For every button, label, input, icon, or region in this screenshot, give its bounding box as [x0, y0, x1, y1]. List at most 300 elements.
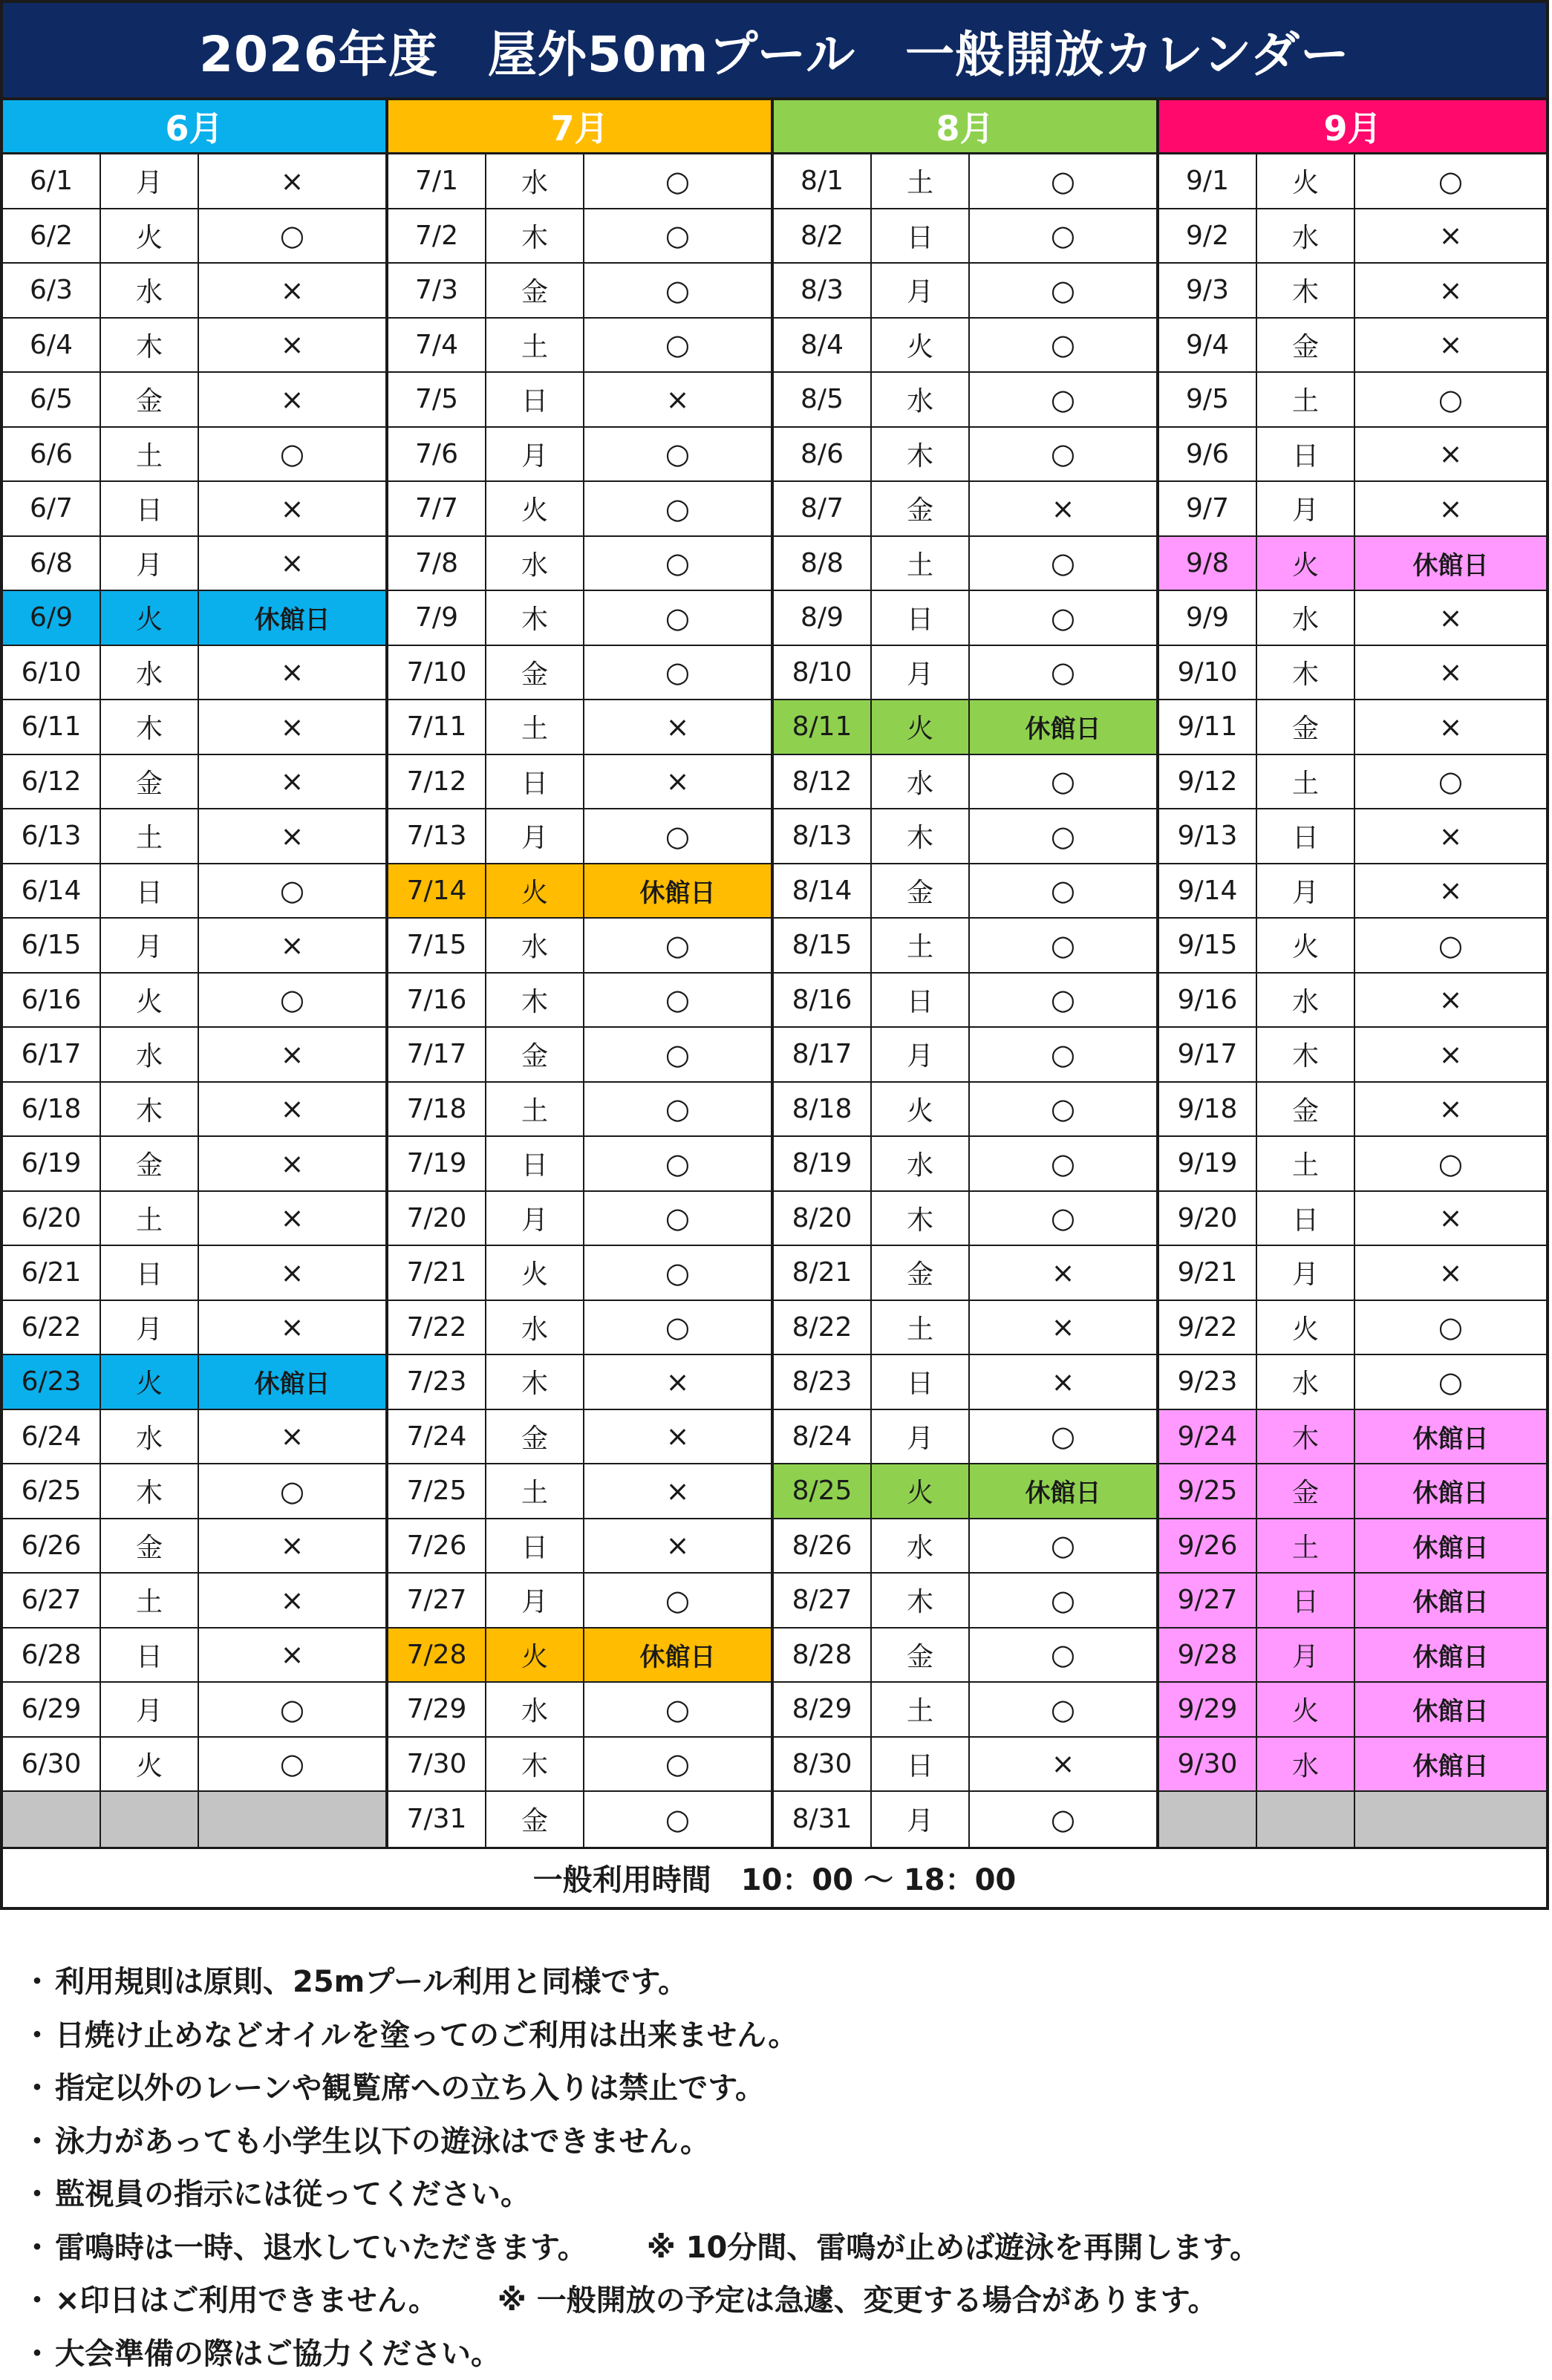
note-remark: ※ 一般開放の予定は急遽、変更する場合があります。	[497, 2283, 1218, 2318]
weekday-cell: 金	[1257, 700, 1355, 754]
day-row	[388, 319, 771, 374]
date-cell: 9/6	[1159, 428, 1257, 481]
month-header: 7月	[388, 100, 771, 154]
day-row	[3, 1574, 385, 1628]
status-cell: ○	[279, 983, 305, 1017]
status-cell: ○	[1050, 273, 1076, 307]
note-item	[22, 2272, 1537, 2325]
note-item	[22, 2059, 1537, 2113]
date-cell: 8/2	[774, 209, 872, 263]
weekday-cell: 木	[486, 974, 584, 1027]
month-header: 6月	[3, 100, 385, 154]
date-cell: 7/15	[388, 919, 486, 972]
day-row	[1159, 1137, 1546, 1192]
weekday-cell: 土	[486, 319, 584, 372]
status-cell: ○	[1050, 547, 1076, 580]
day-row	[3, 809, 385, 864]
status-cell: ○	[1050, 601, 1076, 634]
day-row-closed	[3, 1355, 385, 1410]
status-cell	[1355, 1792, 1546, 1847]
date-cell: 9/9	[1159, 591, 1257, 645]
date-cell: 9/5	[1159, 373, 1257, 426]
day-row	[1159, 700, 1546, 755]
bullet-icon: ・	[22, 2177, 52, 2212]
weekday-cell: 土	[101, 1574, 199, 1627]
day-row	[774, 1083, 1156, 1138]
status-cell: ×	[665, 1474, 690, 1507]
date-cell: 7/24	[388, 1410, 486, 1464]
status-cell: ×	[1438, 219, 1463, 252]
weekday-cell: 金	[1257, 319, 1355, 372]
weekday-cell: 水	[101, 646, 199, 700]
status-cell: ○	[1050, 874, 1076, 907]
status-cell: ○	[665, 819, 691, 852]
day-row	[3, 919, 385, 974]
status-cell: ○	[665, 1092, 691, 1126]
date-cell	[1159, 1792, 1257, 1847]
status-cell: ×	[280, 1311, 304, 1344]
status-cell: 休館日	[254, 605, 330, 636]
weekday-cell: 月	[872, 646, 970, 700]
day-row	[3, 1301, 385, 1356]
note-item	[22, 2325, 1537, 2379]
day-row	[774, 1246, 1156, 1301]
date-cell: 7/5	[388, 373, 486, 426]
status-cell: ○	[665, 1802, 691, 1836]
weekday-cell: 日	[872, 1738, 970, 1791]
date-cell: 7/17	[388, 1028, 486, 1081]
weekday-cell: 火	[486, 1246, 584, 1300]
note-remark: ※ 10分間、雷鳴が止めば遊泳を再開します。	[646, 2230, 1260, 2265]
day-row	[388, 1137, 771, 1192]
date-cell: 7/11	[388, 700, 486, 754]
date-cell: 6/29	[3, 1683, 101, 1736]
day-row	[3, 864, 385, 919]
weekday-cell: 金	[872, 482, 970, 535]
day-row	[388, 154, 771, 209]
day-row	[774, 1792, 1156, 1847]
day-row	[3, 1028, 385, 1083]
status-cell: ○	[665, 1311, 691, 1344]
date-cell: 8/12	[774, 755, 872, 809]
date-cell: 8/4	[774, 319, 872, 372]
day-row	[774, 1410, 1156, 1465]
weekday-cell: 土	[1257, 1137, 1355, 1190]
status-cell: ○	[1050, 1638, 1076, 1672]
status-cell: ×	[280, 1529, 304, 1562]
weekday-cell: 水	[486, 1683, 584, 1736]
weekday-cell: 木	[1257, 646, 1355, 700]
day-row	[388, 1792, 771, 1847]
weekday-cell: 日	[1257, 428, 1355, 481]
weekday-cell: 日	[872, 1355, 970, 1409]
status-cell: ×	[280, 1202, 304, 1235]
weekday-cell: 水	[872, 373, 970, 426]
weekday-cell: 水	[1257, 1738, 1355, 1791]
weekday-cell: 日	[486, 1137, 584, 1190]
date-cell: 6/20	[3, 1192, 101, 1245]
day-row	[774, 1192, 1156, 1247]
weekday-cell: 金	[486, 646, 584, 700]
day-row	[1159, 209, 1546, 264]
weekday-cell: 日	[101, 1628, 199, 1682]
date-cell: 6/26	[3, 1519, 101, 1573]
date-cell: 8/5	[774, 373, 872, 426]
status-cell: ○	[665, 328, 691, 362]
status-cell: ×	[280, 164, 304, 198]
status-cell: 休館日	[254, 1369, 330, 1400]
date-cell: 7/20	[388, 1192, 486, 1245]
weekday-cell: 土	[872, 537, 970, 590]
weekday-cell: 金	[101, 755, 199, 809]
weekday-cell: 水	[1257, 591, 1355, 645]
day-row	[3, 1683, 385, 1738]
date-cell: 7/3	[388, 264, 486, 317]
status-cell: ○	[665, 1256, 691, 1289]
day-row	[388, 974, 771, 1028]
status-cell: ○	[665, 1692, 691, 1726]
status-cell: ○	[279, 874, 305, 907]
date-cell: 7/8	[388, 537, 486, 590]
status-cell: 休館日	[639, 1642, 716, 1672]
weekday-cell: 木	[486, 1738, 584, 1791]
day-row	[774, 1301, 1156, 1356]
status-cell: ○	[1050, 382, 1076, 416]
date-cell: 8/29	[774, 1683, 872, 1736]
weekday-cell: 火	[872, 319, 970, 372]
day-row-closed	[774, 1464, 1156, 1519]
weekday-cell: 木	[486, 1355, 584, 1409]
date-cell: 6/6	[3, 428, 101, 481]
weekday-cell: 月	[1257, 482, 1355, 535]
weekday-cell: 火	[101, 1355, 199, 1409]
weekday-cell: 水	[1257, 974, 1355, 1027]
weekday-cell: 木	[486, 591, 584, 645]
day-row	[3, 1137, 385, 1192]
weekday-cell: 金	[1257, 1083, 1355, 1136]
weekday-cell: 火	[101, 1738, 199, 1791]
status-cell: ○	[279, 1474, 305, 1507]
date-cell: 9/24	[1159, 1410, 1257, 1464]
status-cell: ○	[1438, 1147, 1464, 1180]
date-cell: 7/27	[388, 1574, 486, 1627]
status-cell: ×	[665, 1420, 690, 1453]
status-cell: ×	[280, 765, 304, 798]
status-cell: ○	[665, 219, 691, 252]
date-cell: 7/1	[388, 154, 486, 208]
status-cell: 休館日	[1412, 1697, 1489, 1727]
day-row	[774, 209, 1156, 264]
day-row-closed	[774, 700, 1156, 755]
date-cell: 9/15	[1159, 919, 1257, 972]
date-cell: 7/26	[388, 1519, 486, 1573]
day-row	[1159, 591, 1546, 646]
note-text: 利用規則は原則、25mプール利用と同様です。	[55, 1965, 688, 2000]
day-row	[3, 1628, 385, 1683]
status-cell: ×	[280, 1583, 304, 1617]
day-row	[774, 319, 1156, 374]
weekday-cell: 土	[101, 1192, 199, 1245]
day-row	[774, 1519, 1156, 1574]
status-cell: ×	[1438, 656, 1463, 689]
date-cell: 9/20	[1159, 1192, 1257, 1245]
month-column	[1159, 100, 1546, 1847]
status-cell: ×	[1438, 437, 1463, 471]
status-cell: ○	[1050, 1529, 1076, 1562]
day-row	[774, 537, 1156, 592]
weekday-cell: 金	[872, 864, 970, 918]
weekday-cell: 火	[1257, 1683, 1355, 1736]
status-cell: ×	[665, 765, 690, 798]
status-cell: ○	[1050, 1583, 1076, 1617]
day-row	[388, 428, 771, 483]
date-cell: 6/16	[3, 974, 101, 1027]
weekday-cell: 木	[872, 809, 970, 863]
day-row	[1159, 646, 1546, 701]
date-cell: 9/26	[1159, 1519, 1257, 1573]
weekday-cell: 木	[101, 700, 199, 754]
weekday-cell: 木	[486, 209, 584, 263]
date-cell: 9/10	[1159, 646, 1257, 700]
day-row	[774, 482, 1156, 537]
status-cell: ○	[1050, 819, 1076, 852]
status-cell: ×	[280, 1092, 304, 1126]
status-cell: ○	[279, 219, 305, 252]
weekday-cell: 火	[872, 700, 970, 754]
status-cell: ○	[1050, 1202, 1076, 1235]
status-cell: 休館日	[1025, 1478, 1101, 1509]
date-cell: 8/21	[774, 1246, 872, 1300]
weekday-cell: 土	[1257, 1519, 1355, 1573]
day-row-closed	[1159, 1410, 1546, 1465]
status-cell: ○	[1050, 1802, 1076, 1836]
bullet-icon: ・	[22, 2018, 52, 2053]
date-cell: 9/11	[1159, 700, 1257, 754]
note-item	[22, 2113, 1537, 2166]
day-row-closed	[1159, 537, 1546, 592]
date-cell: 7/28	[388, 1628, 486, 1682]
weekday-cell: 水	[486, 919, 584, 972]
day-row	[774, 1683, 1156, 1738]
status-cell: ×	[1051, 1747, 1075, 1781]
status-cell: ×	[280, 656, 304, 689]
day-row	[1159, 974, 1546, 1028]
bullet-icon: ・	[22, 1965, 52, 2000]
status-cell: 休館日	[1412, 1642, 1489, 1672]
status-cell: ×	[1438, 492, 1463, 525]
day-row	[3, 373, 385, 428]
date-cell: 7/21	[388, 1246, 486, 1300]
weekday-cell: 日	[486, 373, 584, 426]
status-cell: ○	[279, 437, 305, 471]
date-cell: 6/23	[3, 1355, 101, 1409]
status-cell: ○	[1050, 656, 1076, 689]
status-cell: ○	[1050, 1147, 1076, 1180]
date-cell: 6/25	[3, 1464, 101, 1518]
date-cell: 9/27	[1159, 1574, 1257, 1627]
status-cell: ×	[1438, 601, 1463, 634]
date-cell: 9/23	[1159, 1355, 1257, 1409]
date-cell: 7/18	[388, 1083, 486, 1136]
date-cell: 8/7	[774, 482, 872, 535]
day-row	[774, 974, 1156, 1028]
day-row	[774, 1137, 1156, 1192]
date-cell: 8/22	[774, 1301, 872, 1354]
status-cell: ×	[280, 1638, 304, 1672]
date-cell: 6/17	[3, 1028, 101, 1081]
day-row	[388, 755, 771, 810]
day-row	[1159, 1192, 1546, 1247]
status-cell: ×	[280, 328, 304, 362]
status-cell: 休館日	[1025, 714, 1101, 745]
date-cell: 7/25	[388, 1464, 486, 1518]
page-title: 2026年度 屋外50mプール 一般開放カレンダー	[3, 3, 1546, 100]
date-cell: 7/23	[388, 1355, 486, 1409]
day-row	[3, 482, 385, 537]
status-cell: ×	[665, 1365, 690, 1398]
day-row	[388, 1464, 771, 1519]
day-row-closed	[1159, 1519, 1546, 1574]
date-cell: 9/13	[1159, 809, 1257, 863]
date-cell: 8/13	[774, 809, 872, 863]
day-row	[388, 209, 771, 264]
bullet-icon: ・	[22, 2124, 52, 2159]
weekday-cell: 水	[486, 154, 584, 208]
day-row	[388, 1246, 771, 1301]
date-cell: 6/7	[3, 482, 101, 535]
day-row	[3, 1246, 385, 1301]
day-row	[388, 646, 771, 701]
date-cell: 9/4	[1159, 319, 1257, 372]
day-row	[1159, 1355, 1546, 1410]
day-row	[1159, 864, 1546, 919]
day-row	[1159, 154, 1546, 209]
status-cell: ×	[280, 928, 304, 962]
date-cell: 7/12	[388, 755, 486, 809]
weekday-cell: 金	[101, 373, 199, 426]
note-item	[22, 2219, 1537, 2272]
day-row	[774, 154, 1156, 209]
date-cell: 8/27	[774, 1574, 872, 1627]
day-row	[388, 1301, 771, 1356]
day-row	[774, 1738, 1156, 1793]
day-row	[774, 1355, 1156, 1410]
date-cell: 8/3	[774, 264, 872, 317]
date-cell: 6/1	[3, 154, 101, 208]
day-row	[774, 755, 1156, 810]
day-row	[388, 1192, 771, 1247]
weekday-cell: 日	[1257, 1574, 1355, 1627]
status-cell: ×	[280, 710, 304, 743]
weekday-cell: 金	[1257, 1464, 1355, 1518]
status-cell: ×	[1438, 1202, 1463, 1235]
weekday-cell: 月	[1257, 864, 1355, 918]
date-cell: 8/8	[774, 537, 872, 590]
date-cell: 7/31	[388, 1792, 486, 1847]
status-cell: ○	[1438, 1311, 1464, 1344]
bullet-icon: ・	[22, 2071, 52, 2106]
weekday-cell: 金	[872, 1246, 970, 1300]
status-cell: ×	[280, 1147, 304, 1180]
date-cell: 9/8	[1159, 537, 1257, 590]
day-row	[388, 482, 771, 537]
weekday-cell: 土	[101, 809, 199, 863]
day-row-closed	[1159, 1628, 1546, 1683]
weekday-cell: 月	[101, 919, 199, 972]
weekday-cell: 水	[1257, 1355, 1355, 1409]
day-row	[3, 1738, 385, 1793]
weekday-cell: 水	[872, 1519, 970, 1573]
day-row-closed	[1159, 1683, 1546, 1738]
weekday-cell: 月	[872, 1410, 970, 1464]
weekday-cell: 木	[101, 1464, 199, 1518]
date-cell: 7/9	[388, 591, 486, 645]
weekday-cell: 火	[1257, 1301, 1355, 1354]
date-cell: 6/30	[3, 1738, 101, 1791]
weekday-cell: 金	[486, 1410, 584, 1464]
weekday-cell: 月	[486, 1192, 584, 1245]
day-row	[3, 700, 385, 755]
day-row	[774, 809, 1156, 864]
day-row	[1159, 809, 1546, 864]
weekday-cell: 土	[1257, 373, 1355, 426]
day-row	[3, 537, 385, 592]
status-cell: ×	[665, 382, 690, 416]
day-row	[774, 864, 1156, 919]
day-row	[388, 1355, 771, 1410]
status-cell: ×	[1051, 1311, 1075, 1344]
weekday-cell: 日	[872, 209, 970, 263]
status-cell: ×	[280, 273, 304, 307]
date-cell: 8/9	[774, 591, 872, 645]
day-row	[388, 919, 771, 974]
status-cell: ○	[1050, 437, 1076, 471]
weekday-cell: 土	[872, 154, 970, 208]
status-cell: ×	[665, 710, 690, 743]
weekday-cell: 月	[1257, 1628, 1355, 1682]
date-cell: 7/13	[388, 809, 486, 863]
day-row	[774, 591, 1156, 646]
weekday-cell: 木	[872, 428, 970, 481]
status-cell: ×	[665, 1529, 690, 1562]
weekday-cell: 土	[486, 1083, 584, 1136]
date-cell: 6/12	[3, 755, 101, 809]
weekday-cell	[101, 1792, 199, 1847]
note-text: 泳力があっても小学生以下の遊泳はできません。	[55, 2124, 710, 2159]
date-cell: 8/31	[774, 1792, 872, 1847]
weekday-cell: 木	[1257, 264, 1355, 317]
date-cell: 9/3	[1159, 264, 1257, 317]
status-cell: ○	[1050, 328, 1076, 362]
note-item	[22, 1953, 1537, 2006]
weekday-cell: 日	[101, 1246, 199, 1300]
day-row-closed	[1159, 1738, 1546, 1793]
date-cell: 9/21	[1159, 1246, 1257, 1300]
day-row	[3, 1519, 385, 1574]
status-cell: ○	[665, 547, 691, 580]
day-row-empty	[3, 1792, 385, 1847]
day-row	[774, 1028, 1156, 1083]
date-cell: 6/18	[3, 1083, 101, 1136]
month-header: 9月	[1159, 100, 1546, 154]
day-row	[1159, 1083, 1546, 1138]
date-cell: 9/25	[1159, 1464, 1257, 1518]
weekday-cell: 土	[872, 919, 970, 972]
weekday-cell: 木	[872, 1192, 970, 1245]
status-cell: ×	[280, 1256, 304, 1289]
bullet-icon: ・	[22, 2283, 52, 2318]
status-cell: ×	[1438, 874, 1463, 907]
